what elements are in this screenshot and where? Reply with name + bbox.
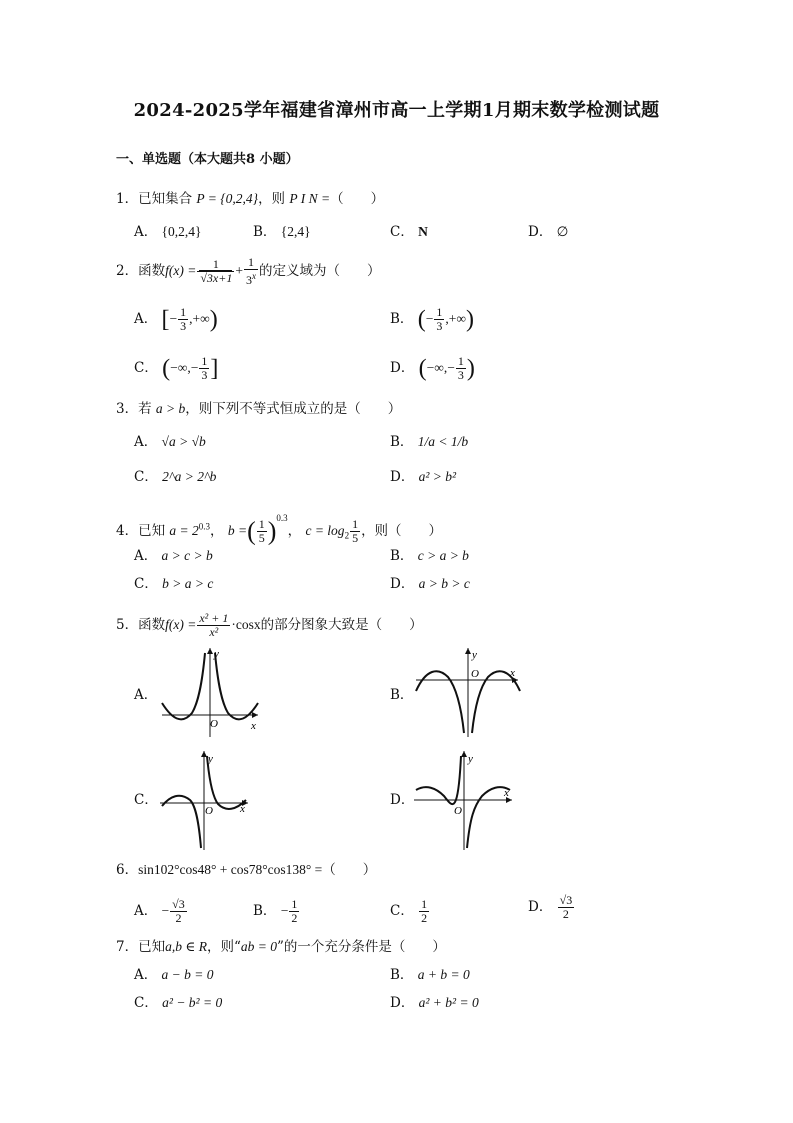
q2-option-c[interactable]: C． (−∞,− $\frac{1}{3}$ ] — [134, 354, 219, 382]
q4-c-frac-num: 1 — [352, 517, 359, 531]
q6-b-frac — [289, 898, 299, 925]
question-2-stem — [116, 256, 380, 287]
q2-a-inf: ,+∞ — [189, 311, 210, 326]
q4-option-a[interactable] — [134, 546, 213, 566]
q5-text-b: 的部分图象大致是（ ） — [260, 617, 423, 633]
q6-option-d-label: D． — [528, 899, 553, 915]
q5-frac-den: x² — [197, 625, 230, 639]
q5-b-y-label: y — [472, 649, 477, 661]
q5-number: 5． — [116, 617, 139, 633]
q6-d-frac — [558, 894, 575, 921]
q6-option-a[interactable] — [134, 898, 188, 925]
q5-text-a: 函数 — [138, 617, 166, 633]
q1-text-a: 已知集合 — [138, 191, 193, 207]
q3-option-b[interactable] — [390, 432, 468, 452]
q2-fraction-1 — [197, 258, 234, 285]
q5-option-d-label: D． — [390, 792, 415, 808]
q7-text-b: ，则“ — [206, 939, 241, 955]
q4-a-exponent: 0.3 — [198, 521, 211, 532]
q5-option-c[interactable] — [134, 790, 158, 810]
question-4-stem: 4．已知 $a = 2^{0.3}$， b =( $\frac{1}{5}$ )$^{0.3}$， $c = \log_2$ $\frac{1}{5}$ ，则（ ） — [116, 513, 443, 546]
q7-option-a-text: a − b = 0 — [161, 967, 214, 982]
q5-option-a[interactable] — [134, 685, 157, 705]
q7-option-b-text: a + b = 0 — [417, 967, 470, 982]
q5-d-origin-label: O — [454, 805, 462, 817]
q1-number: 1． — [116, 191, 139, 207]
q2-c-neginf: −∞,− — [170, 360, 199, 375]
q3-option-c[interactable] — [134, 467, 216, 487]
q7-number: 7． — [116, 939, 139, 955]
q5-option-d[interactable] — [390, 790, 414, 810]
q7-option-a[interactable] — [134, 965, 214, 985]
q5-func-tail: ·cosx — [231, 617, 261, 632]
section-heading: 一、单选题（本大题共8 小题） — [116, 152, 299, 167]
q2-d-neginf: −∞,− — [426, 360, 455, 375]
q3-condition: a > b — [155, 401, 186, 416]
q7-option-d[interactable] — [390, 993, 479, 1013]
q4-b-definition: b = — [227, 523, 248, 538]
question-7-stem — [116, 937, 446, 957]
q2-b-frac-den: 3 — [436, 319, 443, 333]
q5-c-y-label: y — [208, 753, 213, 765]
q7-option-c[interactable] — [134, 993, 222, 1013]
q6-c-frac-den: 2 — [421, 911, 428, 925]
q2-plus: + — [235, 263, 243, 278]
q1-option-a-label: A． — [134, 224, 158, 240]
q3-number: 3． — [116, 401, 139, 417]
q7-inner-expression: ab = 0 — [240, 939, 277, 954]
q6-d-frac-num: √3 — [559, 893, 573, 907]
q7-text-c: ”的一个充分条件是（ ） — [277, 939, 446, 955]
q3-option-d[interactable] — [390, 467, 456, 487]
q6-c-frac-num: 1 — [421, 897, 428, 911]
q3-text-a: 若 — [138, 401, 152, 417]
q6-number: 6． — [116, 862, 139, 878]
q7-option-a-label: A． — [134, 967, 158, 983]
q2-b-frac-num: 1 — [436, 305, 443, 319]
q2-pow-base: 3 — [245, 273, 252, 287]
q4-option-c-label: C． — [134, 576, 158, 592]
q2-frac2-num: 1 — [247, 255, 254, 269]
q7-option-c-text: a² − b² = 0 — [162, 995, 223, 1010]
q4-option-d-label: D． — [390, 576, 415, 592]
q1-option-a-text: {0,2,4} — [161, 224, 202, 239]
q3-option-a[interactable] — [134, 432, 206, 452]
q2-option-b-label: B． — [390, 311, 414, 327]
q2-d-frac — [456, 355, 466, 382]
question-1-stem — [116, 189, 384, 209]
q2-option-b[interactable]: B． (− $\frac{1}{3}$ ,+∞) — [390, 305, 474, 333]
q6-expression: sin102°cos48° + cos78°cos138° = — [138, 862, 323, 877]
q5-a-origin-label: O — [210, 718, 218, 730]
q2-option-d[interactable]: D． (−∞,− $\frac{1}{3}$ ) — [390, 354, 475, 382]
q5-option-b-label: B． — [390, 687, 414, 703]
q1-intersection-expression: P I N = — [289, 191, 331, 206]
q5-a-y-label: y — [214, 648, 219, 660]
q5-option-b[interactable] — [390, 685, 413, 705]
q2-a-frac-den: 3 — [180, 319, 187, 333]
q5-d-x-label: x — [504, 787, 509, 799]
q1-option-b-label: B． — [253, 224, 277, 240]
q3-option-b-label: B． — [390, 434, 414, 450]
q2-frac2-den — [244, 269, 258, 287]
q6-option-a-label: A． — [134, 903, 158, 919]
q2-option-a[interactable]: A． [− $\frac{1}{3}$ ,+∞) — [134, 305, 218, 333]
q1-option-a[interactable] — [134, 222, 202, 242]
q1-option-c[interactable] — [390, 222, 428, 242]
q7-option-b-label: B． — [390, 967, 414, 983]
q7-option-d-label: D． — [390, 995, 415, 1011]
q3-option-d-text: a² > b² — [418, 469, 457, 484]
q4-option-c-text: b > a > c — [162, 576, 214, 591]
q2-c-frac — [199, 355, 209, 382]
q4-b-frac-den: 5 — [258, 531, 265, 545]
q2-function-name: f(x) = — [165, 263, 197, 278]
q7-condition: a,b ∈ R — [165, 939, 207, 954]
q1-option-c-text: N — [418, 224, 428, 239]
q6-b-frac-den: 2 — [291, 911, 298, 925]
q5-graph-b[interactable] — [414, 645, 524, 740]
q1-option-c-label: C． — [390, 224, 414, 240]
page-title: 2024-2025学年福建省漳州市高一上学期1月期末数学检测试题 — [133, 100, 660, 121]
q2-frac1-num: 1 — [212, 257, 219, 271]
q4-option-d[interactable] — [390, 574, 470, 594]
q4-option-a-text: a > c > b — [161, 548, 213, 563]
q2-option-d-label: D． — [390, 360, 415, 376]
q2-c-frac-num: 1 — [201, 354, 208, 368]
q2-number: 2． — [116, 263, 139, 279]
q4-c-definition: c = log — [305, 523, 345, 538]
q6-option-c-label: C． — [390, 903, 414, 919]
q5-a-x-label: x — [251, 720, 256, 732]
q2-sqrt: √3x+1 — [200, 271, 233, 285]
q3-option-d-label: D． — [390, 469, 415, 485]
q1-set-expression: P = {0,2,4} — [196, 191, 259, 206]
q2-b-frac — [434, 306, 444, 333]
q5-function-name: f(x) = — [165, 617, 197, 632]
q2-text-a: 函数 — [138, 263, 166, 279]
q5-c-x-label: x — [240, 803, 245, 815]
q6-b-minus: − — [280, 903, 289, 918]
q5-option-c-label: C． — [134, 792, 158, 808]
q5-graph-c[interactable] — [158, 748, 253, 853]
q5-graph-a[interactable] — [158, 645, 263, 740]
q2-pow-exp: x — [251, 271, 256, 281]
q4-a-definition: a = 2 — [169, 523, 199, 538]
q3-option-c-text: 2^a > 2^b — [162, 469, 217, 484]
q6-a-frac-den: 2 — [170, 911, 187, 925]
q2-d-frac-num: 1 — [457, 354, 464, 368]
q6-b-frac-num: 1 — [291, 897, 298, 911]
q4-number: 4． — [116, 523, 139, 539]
q1-option-d-label: D． — [528, 224, 553, 240]
q2-option-c-label: C． — [134, 360, 158, 376]
q4-option-c[interactable] — [134, 574, 213, 594]
q4-option-b-text: c > a > b — [417, 548, 469, 563]
question-5-stem — [116, 612, 423, 639]
q1-text-b: ，则 — [258, 191, 286, 207]
q2-a-frac — [178, 306, 188, 333]
q1-option-b[interactable] — [253, 222, 311, 242]
q5-c-origin-label: O — [205, 805, 213, 817]
q6-a-minus: − — [161, 903, 170, 918]
q4-option-d-text: a > b > c — [418, 576, 470, 591]
q4-c-log-base: 2 — [344, 530, 350, 541]
q4-b-frac-num: 1 — [258, 517, 265, 531]
q5-b-x-label: x — [510, 667, 515, 679]
q5-fraction — [197, 612, 230, 639]
q4-option-b[interactable] — [390, 546, 469, 566]
q6-a-frac — [170, 898, 187, 925]
q6-c-frac — [419, 898, 429, 925]
q2-sqrt-inner: 3x+1 — [206, 271, 233, 285]
q2-a-minus: − — [169, 311, 178, 326]
q6-option-b-label: B． — [253, 903, 277, 919]
q7-option-c-label: C． — [134, 995, 158, 1011]
q5-b-origin-label: O — [471, 668, 479, 680]
q2-option-a-label: A． — [134, 311, 158, 327]
q4-c-frac — [350, 518, 360, 545]
q2-text-b: 的定义域为（ ） — [258, 263, 381, 279]
q7-option-d-text: a² + b² = 0 — [418, 995, 479, 1010]
q3-text-b: ，则下列不等式恒成立的是（ ） — [185, 401, 402, 417]
q4-b-frac — [257, 518, 267, 545]
q2-b-minus: − — [425, 311, 434, 326]
q6-paren: （ ） — [322, 862, 377, 878]
q3-option-a-text: √a > √b — [161, 434, 206, 449]
q2-fraction-2 — [244, 256, 258, 287]
q3-option-b-text: 1/a < 1/b — [417, 434, 469, 449]
q6-a-frac-num: √3 — [172, 897, 185, 911]
q4-text-a: 已知 — [138, 523, 166, 539]
q5-option-a-label: A． — [134, 687, 158, 703]
q4-b-exponent: 0.3 — [276, 513, 288, 523]
q6-option-b[interactable] — [253, 898, 300, 925]
q5-frac-num: x² + 1 — [199, 611, 229, 625]
q2-b-inf: ,+∞ — [445, 311, 466, 326]
q4-option-a-label: A． — [134, 548, 158, 564]
question-6-stem — [116, 860, 376, 880]
question-3-stem — [116, 399, 401, 419]
q1-paren: （ ） — [330, 191, 385, 207]
q6-option-d[interactable] — [528, 894, 575, 921]
q5-d-y-label: y — [468, 753, 473, 765]
q1-option-b-text: {2,4} — [280, 224, 311, 239]
q1-option-d-text: ∅ — [556, 224, 569, 239]
q2-a-frac-num: 1 — [180, 305, 187, 319]
q2-d-frac-den: 3 — [457, 368, 464, 382]
q5-graph-d[interactable] — [412, 748, 517, 853]
q7-text-a: 已知 — [138, 939, 166, 955]
q3-option-a-label: A． — [134, 434, 158, 450]
q7-option-b[interactable] — [390, 965, 470, 985]
q1-option-d[interactable] — [528, 222, 568, 242]
q3-option-c-label: C． — [134, 469, 158, 485]
q6-option-c[interactable] — [390, 898, 430, 925]
q4-text-b: ，则（ ） — [361, 523, 443, 539]
q2-c-frac-den: 3 — [201, 368, 208, 382]
q4-option-b-label: B． — [390, 548, 414, 564]
q4-c-frac-den: 5 — [352, 531, 359, 545]
q6-d-frac-den: 2 — [558, 907, 575, 921]
q2-frac1-den — [197, 271, 234, 285]
